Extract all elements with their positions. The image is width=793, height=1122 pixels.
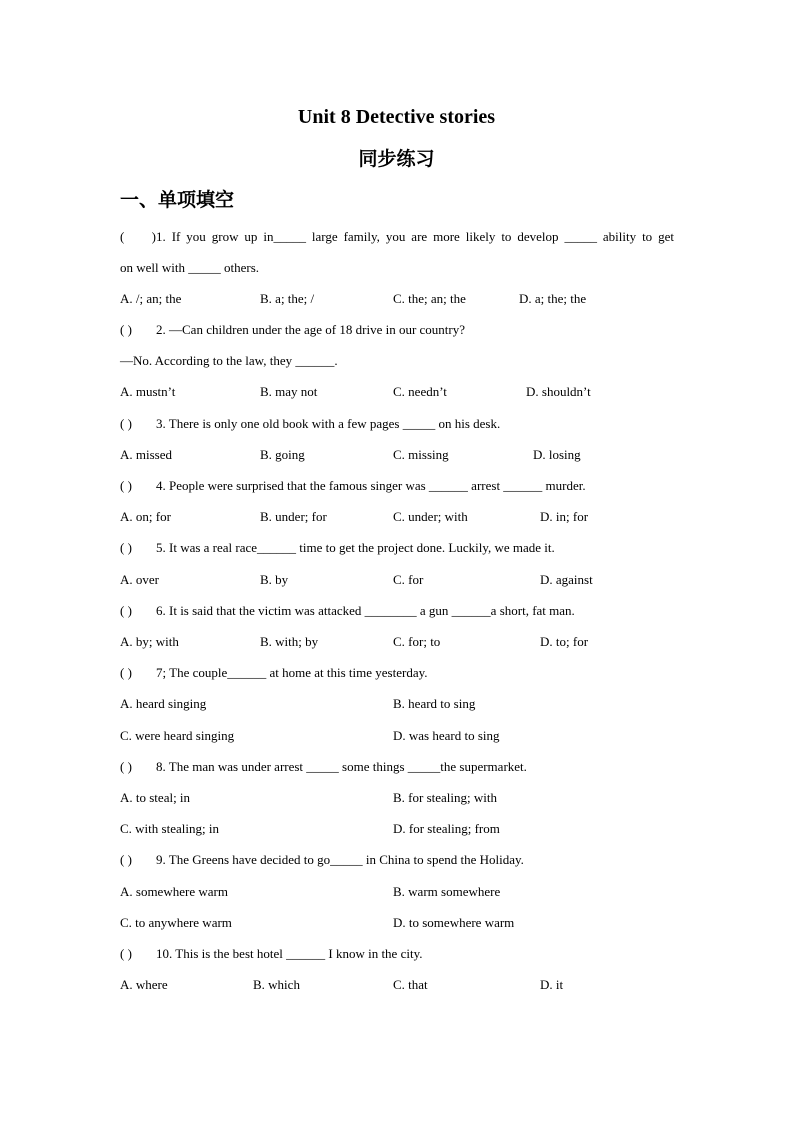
q3-option-a: A. missed xyxy=(120,447,172,462)
question-2-line-2: —No. According to the law, they ______. xyxy=(120,353,338,368)
q1-option-d: D. a; the; the xyxy=(519,291,587,306)
answer-blank: ( ) xyxy=(120,852,132,867)
question-1-line-1: ( )1. If you grow up in_____ large family, you are more likely to develop _____ ability to get xyxy=(120,229,674,244)
q2-option-d: D. shouldn’t xyxy=(526,384,591,399)
q9-option-b: B. warm somewhere xyxy=(393,884,501,899)
q10-option-b: B. which xyxy=(253,977,300,992)
q5-option-a: A. over xyxy=(120,572,159,587)
q8-option-a: A. to steal; in xyxy=(120,790,191,805)
answer-blank: ( ) xyxy=(120,665,132,680)
answer-blank: ( ) xyxy=(120,946,132,961)
q9-option-a: A. somewhere warm xyxy=(120,884,228,899)
q1-option-a: A. /; an; the xyxy=(120,291,182,306)
q3-option-d: D. losing xyxy=(533,447,581,462)
answer-blank: ( ) xyxy=(120,322,132,337)
answer-blank: ( ) xyxy=(120,603,132,618)
q5-option-c: C. for xyxy=(393,572,424,587)
q9-option-d: D. to somewhere warm xyxy=(393,915,515,930)
q3-option-b: B. going xyxy=(260,447,305,462)
question-6-line-1: ( ) 6. It is said that the victim was attacked ________ a gun ______a short, fat man. xyxy=(120,603,575,618)
q10-option-a: A. where xyxy=(120,977,168,992)
question-7-line-1: ( ) 7; The couple______ at home at this time yesterday. xyxy=(120,665,428,680)
question-1-line-2: on well with _____ others. xyxy=(120,260,260,275)
q3-option-c: C. missing xyxy=(393,447,449,462)
q7-option-d: D. was heard to sing xyxy=(393,728,500,743)
answer-blank: ( ) xyxy=(120,759,132,774)
question-9-line-1: ( ) 9. The Greens have decided to go_____ in China to spend the Holiday. xyxy=(120,852,524,867)
answer-blank: ( ) xyxy=(120,416,132,431)
page-subtitle: 同步练习 xyxy=(358,148,435,170)
q6-option-d: D. to; for xyxy=(540,634,589,649)
question-3-line-1: ( ) 3. There is only one old book with a few pages _____ on his desk. xyxy=(120,416,501,431)
q2-option-c: C. needn’t xyxy=(393,384,447,399)
q5-option-b: B. by xyxy=(260,572,289,587)
answer-blank: ( ) xyxy=(120,229,156,244)
q5-option-d: D. against xyxy=(540,572,593,587)
q7-option-a: A. heard singing xyxy=(120,696,207,711)
q2-option-a: A. mustn’t xyxy=(120,384,176,399)
question-4-line-1: ( ) 4. People were surprised that the famous singer was ______ arrest ______ murder. xyxy=(120,478,586,493)
q4-option-a: A. on; for xyxy=(120,509,171,524)
q6-option-a: A. by; with xyxy=(120,634,179,649)
q8-option-c: C. with stealing; in xyxy=(120,821,219,836)
q9-option-c: C. to anywhere warm xyxy=(120,915,232,930)
q4-option-d: D. in; for xyxy=(540,509,589,524)
q7-option-b: B. heard to sing xyxy=(393,696,476,711)
q8-option-b: B. for stealing; with xyxy=(393,790,497,805)
section-heading: 一、单项填空 xyxy=(120,189,235,211)
answer-blank: ( ) xyxy=(120,540,132,555)
q1-option-b: B. a; the; / xyxy=(260,291,315,306)
question-10-line-1: ( ) 10. This is the best hotel ______ I know in the city. xyxy=(120,946,423,961)
q7-option-c: C. were heard singing xyxy=(120,728,235,743)
q2-option-b: B. may not xyxy=(260,384,318,399)
q6-option-b: B. with; by xyxy=(260,634,319,649)
q10-option-d: D. it xyxy=(540,977,564,992)
answer-blank: ( ) xyxy=(120,478,132,493)
q8-option-d: D. for stealing; from xyxy=(393,821,500,836)
page-title: Unit 8 Detective stories xyxy=(297,106,496,128)
q4-option-b: B. under; for xyxy=(260,509,327,524)
q6-option-c: C. for; to xyxy=(393,634,441,649)
q4-option-c: C. under; with xyxy=(393,509,468,524)
q10-option-c: C. that xyxy=(393,977,428,992)
question-5-line-1: ( ) 5. It was a real race______ time to get the project done. Luckily, we made it. xyxy=(120,540,555,555)
question-2-line-1: ( ) 2. —Can children under the age of 18 drive in our country? xyxy=(120,322,466,337)
q1-option-c: C. the; an; the xyxy=(393,291,466,306)
question-8-line-1: ( ) 8. The man was under arrest _____ some things _____the supermarket. xyxy=(120,759,527,774)
